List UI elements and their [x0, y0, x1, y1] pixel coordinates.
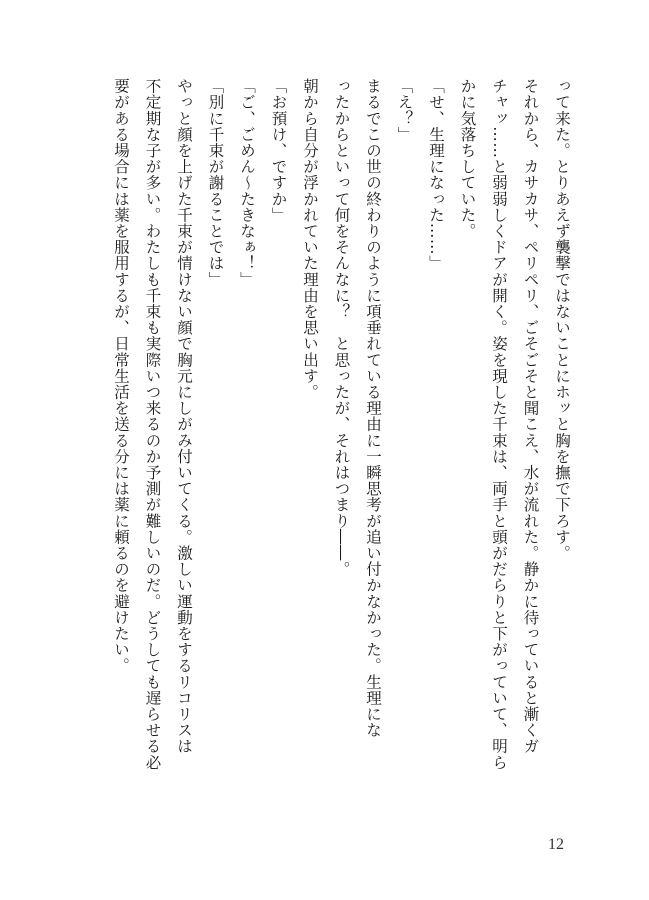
text-line: 「お預け、ですか」	[269, 78, 288, 223]
text-line: 不定期な子が多い。わたしも千束も実際いつ来るのか予測が難しいのだ。どうしても遅らせる必	[143, 78, 162, 771]
text-line: 「ご、ごめん〜たきなぁ！」	[238, 78, 256, 288]
text-line: 「別に千束が謝ることでは」	[206, 78, 225, 288]
text-line: って来た。とりあえず襲撃ではないことにホッと胸を撫で下ろす。	[553, 78, 571, 561]
text-line: それから、カサカサ、ペリペリ、ごそごそと聞こえ、水が流れた。静かに待っていると漸くガ	[521, 78, 540, 755]
text-line: 朝から自分が浮かれていた理由を思い出す。	[301, 78, 319, 400]
page-number: 12	[548, 836, 564, 853]
text-line: かに気落ちしていた。	[458, 78, 477, 239]
body-text	[112, 78, 577, 778]
text-line: 要がある場合には薬を服用するが、日常生活を送る分には薬に頼るのを避けたい。	[112, 78, 130, 674]
text-line: まるでこの世の終わりのように項垂れている理由に一瞬思考が追い付かなかった。生理にな	[364, 78, 382, 739]
text-line: ったからといって何をそんなに？ と思ったが、それはつまり――。	[332, 78, 351, 578]
text-line: 「え？」	[395, 78, 414, 143]
text-line: 「せ、生理になった……」	[427, 78, 445, 272]
text-line: チャッ……と弱弱しくドアが開く。姿を現した千束は、両手と頭がだらりと下がっていて、明ら	[490, 78, 508, 771]
text-line: やっと顔を上げた千束が情けない顔で胸元にしがみ付いてくる。激しい運動をするリコリスは	[175, 78, 193, 755]
